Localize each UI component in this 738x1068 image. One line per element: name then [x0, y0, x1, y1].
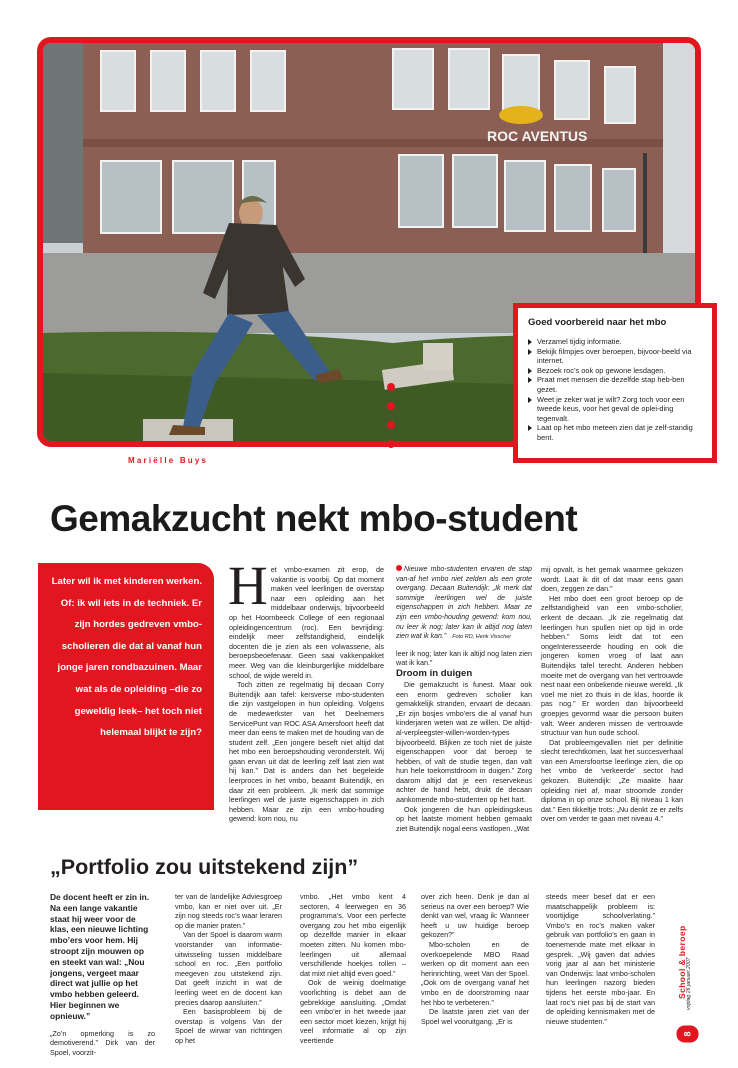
tip-box: [513, 303, 717, 463]
article-paragraph: Van der Spoel is daarom warm voorstander van informatie-uitwisseling tussen middelbare school en roc. „Een portfolio meegeven zou uitstekend zijn. Dat geeft inzicht in wat de leerling weet en de docent kan precies daarop aansluiten.”: [175, 930, 282, 1007]
tip-item: Bekijk filmpjes over beroepen, bijvoor-beeld via internet.: [528, 347, 700, 366]
tip-item: Weet je zeker wat je wilt? Zorg toch voor een tweede keus, voor het geval de oplei-ding tegenvalt.: [528, 395, 700, 424]
dot-icon: [387, 383, 395, 391]
tip-box-title: Goed voorbereid naar het mbo: [528, 317, 667, 328]
article-paragraph: Ook jongeren die hun opleidingskeus op het laatste moment hebben gemaakt ziet Buitendijk nogal eens vastlopen. „Wat: [396, 804, 532, 833]
caption-credit: Foto RD, Henk Visscher: [452, 634, 512, 641]
article-paragraph: Een basisprobleem bij de overstap is volgens Van der Spoel de wirwar van richtingen op het: [175, 1007, 282, 1045]
article-paragraph: mij opvalt, is het gemak waarmee gekozen wordt. Laat ik dit of dat maar eens gaan doen, zeggen ze dan.”: [541, 565, 683, 594]
caption-text: Nieuwe mbo-studenten ervaren de stap van-af het vmbo niet zelden als een grote overgang. Decaan Buitendijk: „Ik merk dat sommige leerlingen wel de juiste eigenschappen in zich hebben. Maar ze zijn een vmbo-houding gewend: kom nou, nu leer ik nog; later kan ik altijd nog laten zien wat ik kan.”: [396, 566, 532, 641]
tip-item: Praat met mensen die dezelfde stap heb-ben gezet.: [528, 375, 700, 394]
section-label: School & beroep: [677, 925, 687, 999]
article-paragraph: over zich heen. Denk je dan al serieus na over een beroep? Wie denkt van wel, vraag ik: Wanneer heeft u uw huidige beroep gekozen?”: [421, 892, 529, 940]
article-paragraph: „Zo’n opmerking is zo demotiverend.” Dirk van der Spoel, voorzit-: [50, 1028, 155, 1057]
article-paragraph: [228, 555, 384, 680]
article-paragraph: Die gemakzucht is funest. Maar ook een enorm gedreven scholier kan gemakkelijk stranden, ervaart de decaan. „Er zijn bosjes vmbo’ers die al vanaf hun kinderjaren weten wat ze willen. De altijd-al-verpleegster-willen-worden-types bijvoorbeeld. Blijken ze toch niet de juiste eigenschappen voor dat beroep te hebben, of valt de studie tegen, dan valt hun hele toekomstdroom in duigen.” Zorg daarom altijd dat je een reservekeus achter de hand hebt, drukt de decaan aankomende mbo-studenten op het hart.: [396, 679, 532, 805]
article-paragraph: De laatste jaren ziet van der Spoel wel vooruitgang. „Er is: [421, 1007, 529, 1026]
bullet-icon: [396, 565, 402, 571]
second-article-lead: De docent heeft er zin in. Na een lange vakantie staat hij weer voor de klas, een nieuwe lichting mbo’ers voor hem. Hij stroopt zijn mouwen op en steekt van wal: „Nou jongens, vergeet maar direct wat jullie op het vmbo hebben geleerd. Hier beginnen we opnieuw.”: [50, 892, 150, 1021]
issue-date: vrijdag 26 januari 2007: [686, 957, 692, 1010]
second-article-column-4: [421, 892, 529, 1026]
photo-caption: [396, 565, 532, 643]
intro-box: [38, 563, 214, 810]
tip-item: Verzamel tijdig informatie.: [528, 337, 700, 347]
tip-item: Laat op het mbo meteen zien dat je zelf-standig bent.: [528, 423, 700, 442]
aventus-logo: [499, 106, 543, 124]
article-paragraph: vmbo. „Het vmbo kent 4 sectoren, 4 leerwegen en 36 programma’s. Voor een perfecte overgang zou het mbo eigenlijk op dezelfde manier in elkaar moeten zitten. Nu komen mbo-leerlingen uit allemaal verschillende hoekjes rollen – dat mixt niet altijd even goed.”: [300, 892, 406, 978]
article-paragraph: ter van de landelijke Adviesgroep vmbo, kan er niet over uit. „Er zijn nog steeds roc’s waar leraren op die manier praten.”: [175, 892, 282, 930]
dot-icon: [387, 440, 395, 448]
article-paragraph: Dat probleemgevallen niet per definitie slecht terechtkomen, laat het succesverhaal van een Amersfoortse leerlinge zien, die op het vmbo de ‘verkeerde’ sector had gekozen. Buitendijk: „Ze maakte haar opleiding niet af, maar stroomde zonder diploma in op onze school. Bij niveau 1 kan dat.” Een tikkeltje trots: „Nu denkt ze er zelfs over om verder te gaan met niveau 4.”: [541, 737, 683, 824]
article-paragraph: Het mbo doet een groot beroep op de zelfstandigheid van een vmbo-scholier, erkent de decaan. „Ik zie regelmatig dat leerlingen hun spullen niet op tijd in orde hebben.” Soms leidt dat tot een ongeïnteresseerde houding en ook die jongeren komen vroeg of laat aan Buitendijks tafel terecht. Anderen hebben moeite met de overgang van het vertrouwde nest naar een onbekende nieuwe wereld. „Ik voel me niet zo thuis in de klas, hoorde ik pas nog.” Er worden dan bijvoorbeeld groepjes gevormd waar die persoon buiten valt. Weer anderen missen de vertrouwde structuur van hun oude school.: [541, 593, 683, 738]
second-article-column-3: [300, 892, 406, 1046]
second-article-title: „Portfolio zou uitstekend zijn”: [50, 855, 359, 879]
article-paragraph: Toch zitten ze regelmatig bij decaan Corry Buitendijk aan tafel: kersverse mbo-studenten die zijn vastgelopen in hun opleiding. Volgens de medewerkster van het Deelnemers ServicePunt van ROC ASA Amersfoort heeft dat meer dan eens te maken met de houding van de student zelf. „Een jongere beseft niet altijd dat het mbo een beroepshouding veronderstelt. Wij gaan ervan uit dat de leerling zelf laat zien wat hij kan.” Dat is anders dan het begeleide leerproces in het vmbo, beaamt Buitendijk, en daar zit een probleem. „Ik merk dat sommige leerlingen wel de juiste eigenschappen in zich hebben. Maar ze zijn een vmbo-houding gewend: kom nou, nu: [229, 680, 384, 824]
page-number: 8: [677, 1026, 699, 1043]
building-sign: ROC AVENTUS: [487, 128, 588, 144]
dot-icon: [387, 421, 395, 429]
article-column-3: [541, 565, 683, 824]
article-column-2: [396, 565, 532, 833]
tip-item: Bezoek roc’s ook op gewone lesdagen.: [528, 366, 700, 376]
second-article-column-2: [175, 892, 282, 1046]
article-paragraph: steeds meer besef dat er een maatschappelijk probleem is: voortijdige schoolverlating.” Vmbo’s en roc’s maken vaker gebruik van portfolio’s en gaan in toenemende mate met elkaar in gesprek. „Wij gaven dat advies vorig jaar al aan het ministerie van Onderwijs: laat vmbo-scholen hun leerlingen nazorg bieden tijdens het eerste mbo-jaar. En laat roc’s niet pas bij de start van de opleiding kennismaken met de nieuwe studenten.”: [546, 892, 655, 1026]
second-article-column-1: [50, 892, 155, 1057]
tip-list: [528, 337, 700, 443]
paragraph-text: et vmbo-examen zit erop, de vakantie is voorbij. Op dat moment maken veel leerlingen de overstap naar een opleiding aan het middelbaar onderwijs, bijvoorbeeld op het Hoornbeeck College of een regionaal opleidingencentrum (roc). Een bevrijding: eindelijk meer zelfstandigheid, eindelijk docenten die je zien als een volwassene, als beroepsbeoefenaar. Geen saai vakkenpakket meer. Weg van die kleinburgerlijke middelbare school, de wijde wereld in.: [229, 565, 384, 680]
dropcap: H: [228, 555, 268, 616]
dot-icon: [387, 402, 395, 410]
article-paragraph: Mbo-scholen en de overkoepelende MBO Raad werken op dit moment aan een herinrichting, weet Van der Spoel. „Ook om de overgang vanaf het vmbo en de doorstroming naar het hbo te verbeteren.”: [421, 939, 529, 1007]
article-paragraph: Ook de weinig doelmatige voorlichting is debet aan de gebrekkige aansluiting. „Omdat een vmbo’er in het tweede jaar een sector moet kiezen, krijgt hij veel informatie al op zijn veertiende: [300, 978, 406, 1045]
article-column-1: [228, 555, 384, 824]
intro-text: Later wil ik met kinderen werken. Of: ik wil iets in de techniek. Er zijn hordes gedreven vmbo-scholieren die dat al vanaf hun jonge jaren rondbazuinen. Maar wat als de opleiding –die zo geweldig leek– het toch niet helemaal blijkt te zijn?: [51, 576, 202, 739]
photo-credit: Mariëlle Buys: [128, 456, 209, 465]
second-article-column-5: [546, 892, 655, 1026]
section-tab: [674, 862, 694, 1042]
article-headline: Gemakzucht nekt mbo-student: [50, 498, 578, 539]
article-paragraph: leer ik nog; later kan ik altijd nog laten zien wat ik kan.”: [396, 648, 532, 668]
decorative-dots: [387, 383, 397, 459]
subheading: Droom in duigen: [396, 667, 473, 679]
